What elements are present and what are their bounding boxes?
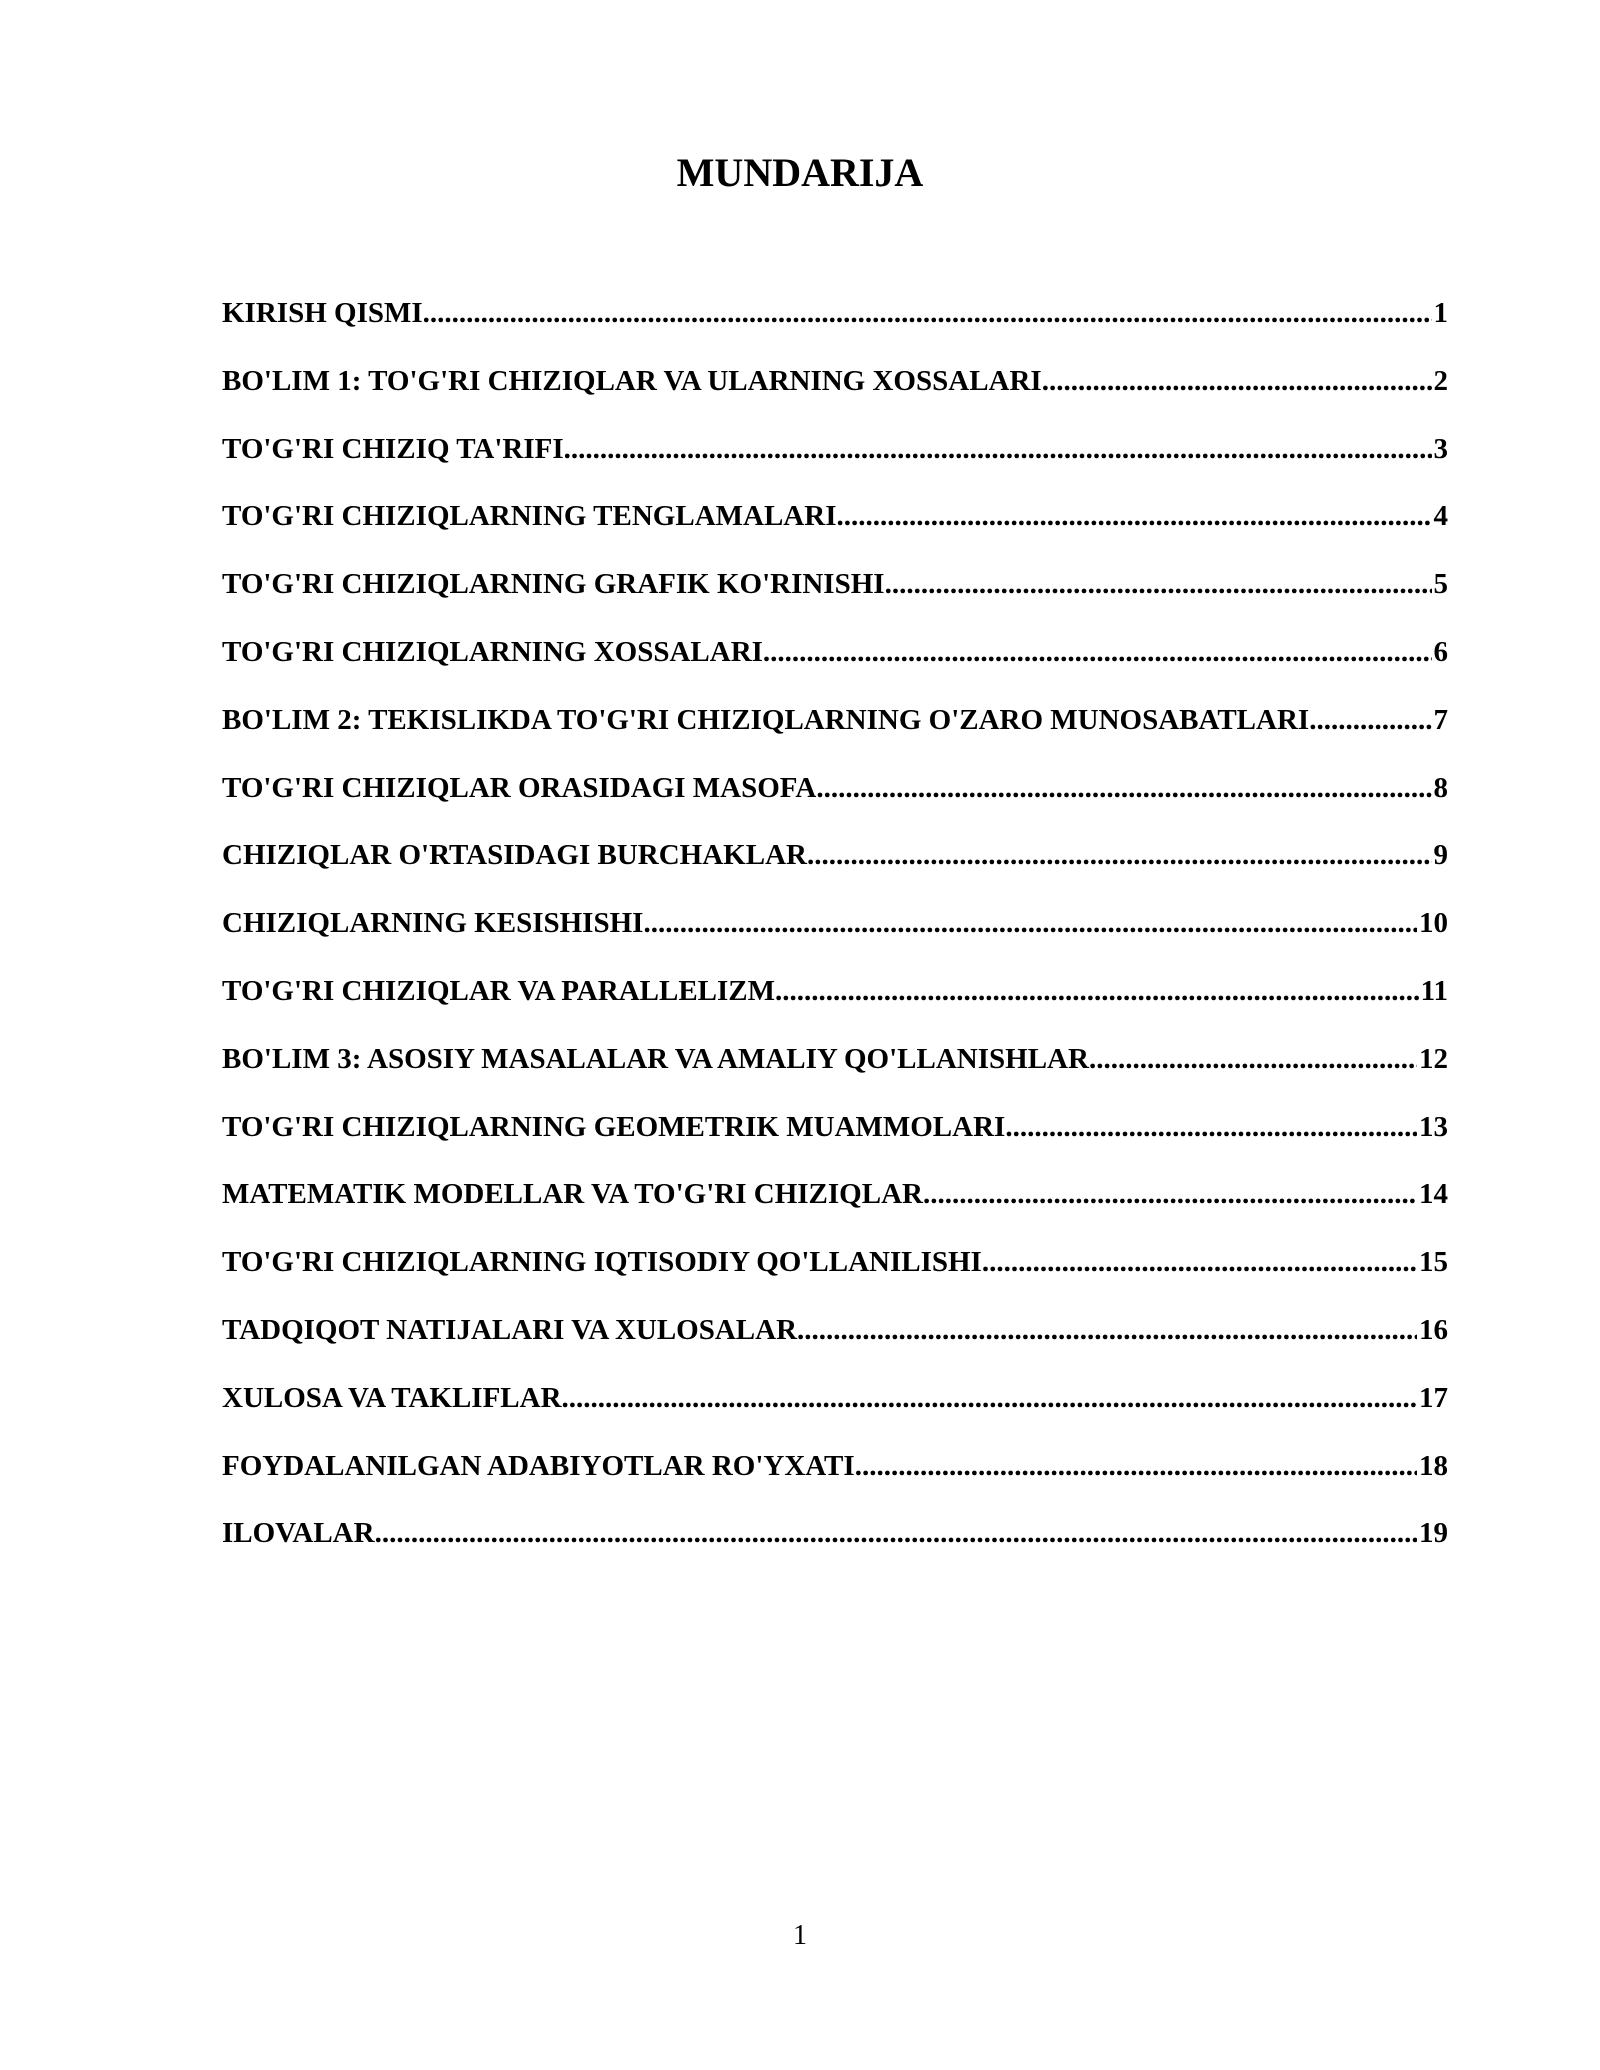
toc-entry-title: TO'G'RI CHIZIQLARNING XOSSALARI	[222, 635, 763, 668]
toc-entry-title: MATEMATIK MODELLAR VA TO'G'RI CHIZIQLAR	[222, 1178, 923, 1211]
toc-entry-page-number: 8	[1433, 771, 1448, 804]
toc-entry[interactable]	[222, 1441, 1448, 1509]
toc-entry-title: TO'G'RI CHIZIQLARNING GRAFIK KO'RINISHI	[222, 568, 885, 601]
toc-dot-leader	[885, 559, 1432, 609]
toc-entry-title: TADQIQOT NATIJALARI VA XULOSALAR	[222, 1313, 798, 1346]
toc-entry-page-number: 7	[1433, 703, 1448, 736]
toc-entry[interactable]	[222, 1373, 1448, 1441]
toc-entry-title: BO'LIM 1: TO'G'RI CHIZIQLAR VA ULARNING XOSSALARI	[222, 364, 1042, 397]
toc-dot-leader	[1042, 356, 1432, 406]
toc-entry[interactable]	[222, 1305, 1448, 1373]
toc-dot-leader	[797, 1305, 1417, 1355]
toc-dot-leader	[643, 898, 1417, 948]
toc-dot-leader	[775, 966, 1419, 1016]
toc-dot-leader	[1005, 1102, 1417, 1152]
toc-entry-title: TO'G'RI CHIZIQLARNING IQTISODIY QO'LLANILISHI	[222, 1246, 982, 1279]
toc-entry-page-number: 13	[1419, 1110, 1448, 1143]
toc-entry[interactable]	[222, 491, 1448, 559]
toc-entry-title: TO'G'RI CHIZIQ TA'RIFI	[222, 432, 564, 465]
toc-entry[interactable]	[222, 356, 1448, 424]
toc-entry-page-number: 14	[1419, 1178, 1448, 1211]
toc-dot-leader	[375, 1508, 1417, 1558]
toc-entry-page-number: 19	[1419, 1517, 1448, 1550]
toc-entry-title: TO'G'RI CHIZIQLAR ORASIDAGI MASOFA	[222, 771, 817, 804]
toc-entry[interactable]	[222, 627, 1448, 695]
toc-dot-leader	[807, 830, 1432, 880]
toc-entry-title: TO'G'RI CHIZIQLARNING GEOMETRIK MUAMMOLARI	[222, 1110, 1006, 1143]
toc-entry-page-number: 3	[1433, 432, 1448, 465]
toc-entry[interactable]	[222, 1169, 1448, 1237]
toc-entry-title: TO'G'RI CHIZIQLARNING TENGLAMALARI	[222, 500, 837, 533]
toc-entry-page-number: 1	[1433, 297, 1448, 329]
toc-entry-title: FOYDALANILGAN ADABIYOTLAR RO'YXATI	[222, 1449, 855, 1482]
toc-dot-leader	[763, 627, 1432, 677]
toc-entry[interactable]	[222, 1102, 1448, 1170]
toc-entry[interactable]	[222, 695, 1448, 763]
toc-entry-page-number: 16	[1419, 1313, 1448, 1346]
toc-entry[interactable]	[222, 1508, 1448, 1576]
toc-entry-page-number: 15	[1419, 1246, 1448, 1279]
toc-dot-leader	[1089, 1034, 1417, 1084]
toc-entry[interactable]	[222, 830, 1448, 898]
toc-entry-page-number: 17	[1419, 1381, 1448, 1414]
toc-entry-page-number: 9	[1433, 839, 1448, 872]
toc-entry-page-number: 5	[1433, 568, 1448, 601]
toc-entry[interactable]	[222, 1237, 1448, 1305]
toc-entry-title: CHIZIQLAR O'RTASIDAGI BURCHAKLAR	[222, 839, 807, 872]
toc-entry-title: BO'LIM 3: ASOSIY MASALALAR VA AMALIY QO'LLANISHLAR	[222, 1042, 1089, 1075]
toc-entry-page-number: 18	[1419, 1449, 1448, 1482]
toc-entry-title: ILOVALAR	[222, 1517, 375, 1550]
page-title: MUNDARIJA	[676, 150, 924, 195]
toc-entry-title: CHIZIQLARNING KESISHISHI	[222, 907, 644, 940]
toc-entry-page-number: 6	[1433, 635, 1448, 668]
toc-entry-page-number: 2	[1433, 364, 1448, 397]
toc-dot-leader	[982, 1237, 1417, 1287]
toc-dot-leader	[564, 424, 1432, 474]
toc-dot-leader	[1309, 695, 1431, 745]
toc-dot-leader	[855, 1441, 1417, 1491]
toc-entry[interactable]	[222, 424, 1448, 492]
page-number: 1	[793, 1920, 807, 1951]
toc-dot-leader	[836, 491, 1431, 541]
toc-dot-leader	[923, 1169, 1417, 1219]
toc-entry[interactable]	[222, 763, 1448, 831]
toc-entry[interactable]	[222, 966, 1448, 1034]
toc-entry-page-number: 12	[1419, 1042, 1448, 1075]
toc-entry-title: XULOSA VA TAKLIFLAR	[222, 1381, 562, 1414]
toc-entry-page-number: 11	[1420, 974, 1448, 1007]
toc-entry[interactable]	[222, 288, 1448, 356]
toc-dot-leader	[816, 763, 1431, 813]
toc-entry[interactable]	[222, 559, 1448, 627]
toc-dot-leader	[562, 1373, 1417, 1423]
toc-entry-page-number: 10	[1419, 907, 1448, 940]
toc-entry[interactable]	[222, 898, 1448, 966]
table-of-contents	[222, 288, 1448, 1576]
toc-entry-title: KIRISH QISMI	[222, 297, 423, 329]
toc-entry-title: BO'LIM 2: TEKISLIKDA TO'G'RI CHIZIQLARNING O'ZARO MUNOSABATLARI	[222, 703, 1310, 736]
toc-dot-leader	[423, 288, 1432, 338]
toc-entry[interactable]	[222, 1034, 1448, 1102]
toc-entry-page-number: 4	[1433, 500, 1448, 533]
toc-entry-title: TO'G'RI CHIZIQLAR VA PARALLELIZM	[222, 974, 776, 1007]
